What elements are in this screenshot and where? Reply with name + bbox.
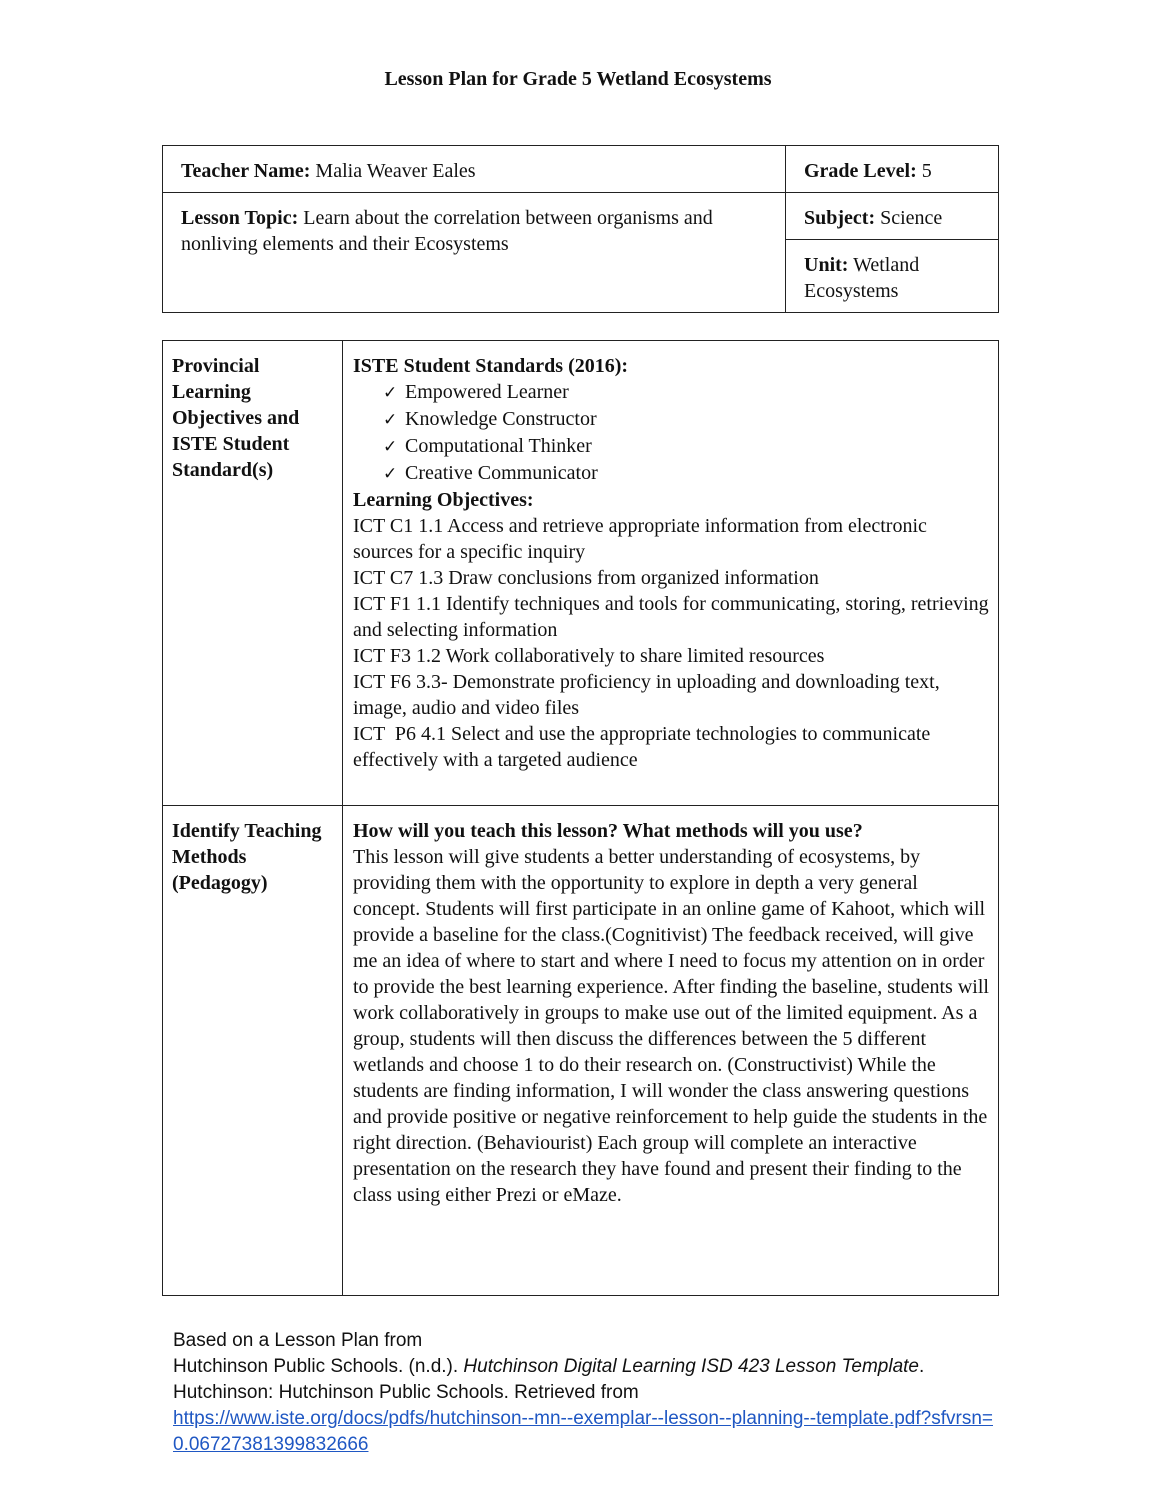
methods-label: Identify Teaching Methods (Pedagogy) xyxy=(163,806,343,1296)
methods-heading: How will you teach this lesson? What methods will you use? xyxy=(353,820,863,842)
iste-heading: ISTE Student Standards (2016): xyxy=(353,355,629,377)
teacher-name-value: Malia Weaver Eales xyxy=(310,160,476,182)
methods-body: This lesson will give students a better understanding of ecosystems, by providing them with the opportunity to explore in depth a very general concept. Students will first participate in an online game of Kahoot, which will provide a baseline for the class.(Cognitivist) The feedback received, will give me an idea of where to start and where I need to focus my attention on in order to provide the best learning experience. After finding the baseline, students will work collaboratively in groups to make use out of the limited equipment. As a group, students will then discuss the differences between the 5 different wetlands and choose 1 to do their research on. (Constructivist) While the students are finding information, I will wonder the class answering questions and provide positive or negative reinforcement to help guide the students in the right direction. (Behaviourist) Each group will complete an interactive presentation on the research they have found and present their finding to the class using either Prezi or eMaze. xyxy=(353,846,989,1206)
iste-item: ✓ Computational Thinker xyxy=(383,433,990,460)
teacher-name-label: Teacher Name: xyxy=(181,160,311,182)
lesson-topic-label: Lesson Topic: xyxy=(181,207,299,229)
citation-title: Hutchinson Digital Learning ISD 423 Lesson Template xyxy=(463,1356,919,1377)
lesson-header-table xyxy=(162,145,999,313)
unit-cell xyxy=(786,240,999,313)
subject-value: Science xyxy=(875,207,943,229)
methods-content xyxy=(343,806,999,1296)
learning-objective-item: ICT F6 3.3- Demonstrate proficiency in uploading and downloading text, image, audio and video files xyxy=(353,671,940,719)
citation-intro: Based on a Lesson Plan from xyxy=(173,1330,423,1351)
lesson-topic-value: Learn about the correlation between organisms and nonliving elements and their Ecosystems xyxy=(181,207,713,255)
iste-standards-list xyxy=(353,379,990,487)
subject-label: Subject: xyxy=(804,207,876,229)
learning-objective-item: ICT F3 1.2 Work collaboratively to share limited resources xyxy=(353,645,825,667)
iste-item: ✓ Creative Communicator xyxy=(383,460,990,487)
learning-objective-item: ICT P6 4.1 Select and use the appropriate technologies to communicate effectively with a targeted audience xyxy=(353,723,956,771)
grade-level-cell xyxy=(786,146,999,193)
grade-level-value: 5 xyxy=(916,160,932,182)
objectives-label: Provincial Learning Objectives and ISTE Student Standard(s) xyxy=(163,341,343,806)
learning-objectives-heading: Learning Objectives: xyxy=(353,489,534,511)
learning-objective-item: ICT F1 1.1 Identify techniques and tools for communicating, storing, retrieving and selecting information xyxy=(353,593,989,641)
unit-label: Unit: xyxy=(804,254,849,276)
citation-prefix: Hutchinson Public Schools. (n.d.). xyxy=(173,1356,464,1377)
lesson-details-table xyxy=(162,340,999,1296)
lesson-topic-cell xyxy=(163,193,786,313)
teacher-name-cell xyxy=(163,146,786,193)
subject-cell xyxy=(786,193,999,240)
grade-level-label: Grade Level: xyxy=(804,160,917,182)
citation-link[interactable]: https://www.iste.org/docs/pdfs/hutchinson--mn--exemplar--lesson--planning--template.pdf?sfvrsn=0.06727381399832666 xyxy=(173,1408,993,1455)
objectives-content xyxy=(343,341,999,806)
citation-footer xyxy=(173,1328,993,1458)
citation-suffix: . Hutchinson: Hutchinson Public Schools. Retrieved from xyxy=(173,1356,925,1403)
iste-item: ✓ Knowledge Constructor xyxy=(383,406,990,433)
learning-objective-item: ICT C7 1.3 Draw conclusions from organized information xyxy=(353,567,819,589)
iste-item: ✓ Empowered Learner xyxy=(383,379,990,406)
learning-objective-item: ICT C1 1.1 Access and retrieve appropriate information from electronic sources for a specific inquiry xyxy=(353,515,927,563)
unit-value: Wetland Ecosystems xyxy=(804,254,920,302)
page-title: Lesson Plan for Grade 5 Wetland Ecosystems xyxy=(384,68,772,90)
